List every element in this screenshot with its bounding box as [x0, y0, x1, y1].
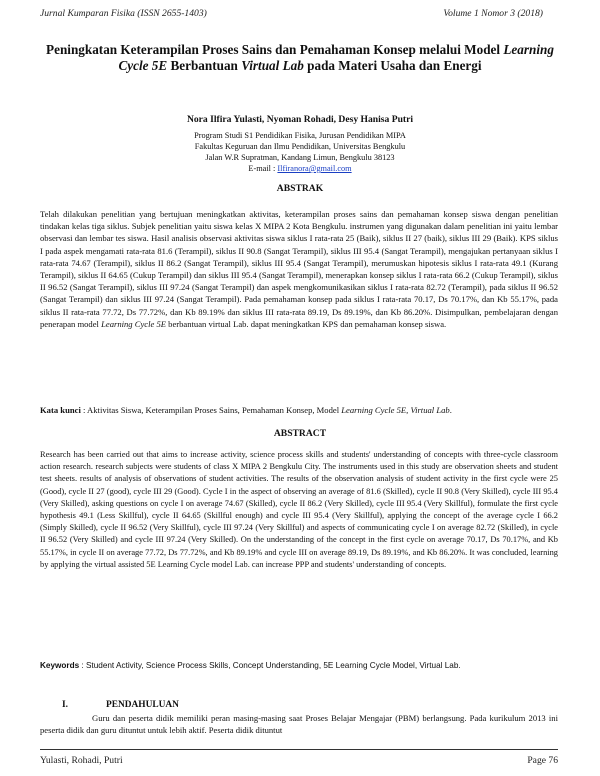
affiliation-line: Fakultas Keguruan dan Ilmu Pendidikan, Universitas Bengkulu	[194, 142, 406, 151]
abstrak-text: Telah dilakukan penelitian yang bertujuan meningkatkan aktivitas, keterampilan proses sains dan pemahaman konsep siswa dengan penelitian tindakan kelas tiga siklus. Subjek penelitian yaitu siswa kelas X MIPA 2 Kota Bengkulu. instrumen yang digunakan dalam penelitian ini yaitu lembar observasi dan lembar tes siswa. Hasil analisis observasi aktivitas siswa siklus I rata-rata 25 (Baik), siklus II 27 (baik), siklus III 29 (Baik). KPS siklus I pada aspek mengamati rata-rata 81.6 (Terampil), siklus II 90.8 (Sangat Terampil), siklus III 95.4 (Sangat Terampil), mengajukan pertanyaan siklus I rata-rata 74.67 (Terampil), siklus II 86.2 (Sangat Terampil), siklus III 95.4 (Sangat Terampil), merumuskan hipotesis siklus I rata-rata 49.1 (Kurang Terampil), siklus II 64.65 (Cukup Terampil) dan siklus III 95.4 (Sangat Terampil), menerapkan konsep siklus I rata-rata 66.2 (Cukup Terampil), siklus II 96.52 (Sangat Terampil), siklus III 97.24 (Sangat Terampil) dan aspek mengkomunikasikan siklus I rata-rata 82.72 (Terampil), pada siklus II 96.52 (Sangat Terampil) dan siklus III 97.24 (Sangat Terampil). Pada pemahaman konsep pada siklus I rata-rata 70.17, Ds 70.17%, dan Kb 55.17%, pada siklus II rata-rata 77.72, Ds 77.72%, dan Kb 89.19% dan siklus III rata-rata 89.19, Ds 89.19%, dan Kb 86.20%. Disimpulkan, pembelajaran dengan penerapan model Learning Cycle 5E berbantuan virtual Lab. dapat meningkatkan KPS dan pemahaman konsep siswa.	[40, 209, 558, 329]
paper-title: Peningkatan Keterampilan Proses Sains dan Pemahaman Konsep melalui Model Learning Cycle 5E Berbantuan Virtual Lab pada Materi Usaha dan Energi	[46, 42, 554, 73]
affiliation-line: Program Studi S1 Pendidikan Fisika, Jurusan Pendidikan MIPA	[194, 131, 406, 140]
kata-kunci: Kata kunci : Aktivitas Siswa, Keterampilan Proses Sains, Pemahaman Konsep, Model Learning Cycle 5E, Virtual Lab.	[40, 405, 452, 415]
abstrak-heading: ABSTRAK	[276, 183, 324, 194]
pendahuluan-text: Guru dan peserta didik memiliki peran masing-masing saat Proses Belajar Mengajar (PBM) berlangsung. Pada kurikulum 2013 ini peserta didik dan guru dituntut untuk lebih aktif. Peserta didik dituntut	[40, 713, 558, 736]
section-heading-pendahuluan: I. PENDAHULUAN	[62, 700, 179, 710]
footer-divider	[40, 749, 558, 750]
affiliation	[40, 130, 560, 174]
keywords: Keywords : Student Activity, Science Process Skills, Concept Understanding, 5E Learning Cycle Model, Virtual Lab.	[40, 661, 461, 670]
journal-header: Jurnal Kumparan Fisika (ISSN 2655-1403)	[40, 8, 207, 19]
page-number: Page 76	[527, 755, 558, 766]
email-link[interactable]: Ilfiranora@gmail.com	[277, 164, 352, 173]
authors: Nora Ilfira Yulasti, Nyoman Rohadi, Desy Hanisa Putri	[186, 114, 414, 125]
abstract-heading: ABSTRACT	[273, 428, 327, 439]
affiliation-line: Jalan W.R Supratman, Kandang Limun, Bengkulu 38123	[205, 153, 395, 162]
volume-header: Volume 1 Nomor 3 (2018)	[443, 8, 543, 19]
abstract-text: Research has been carried out that aims to increase activity, science process skills and students' understanding of concepts with three-cycle classroom action research. research subjects were students of class X MIPA 2 Bengkulu City. The instruments used in this study are observation sheets and student test sheets. results of analysis of observations of student activities. The results of the observation analysis of student activity in the first cycle were 25 (Good), cycle II 27 (good), cycle III 29 (Good). Cycle I in the aspect of observing an average of 81.6 (Skilled), cycle II 90.8 (Very Skilled), cycle III 95.4 (Very Skilled), asking questions on cycle I on average 74.67 (Skilled), cycle II 86.2 (Very Skilled), cycle III 95.4 (Very Skillful), formulate the first cycle hypothesis 49.1 (Less Skillful), cycle II 64.65 (Skillful enough) and cycle III 95.4 (Very Skillful), applying the concept of the average cycle I 66.2 (Simply Skilled), cycle II 96.52 (Very Skillful), cycle III 97.24 (Very Skillful) and aspects of communicating cycle I on average 82.72 (Skilled), in cycle II 96.52 (Very Skilled) and cycle III 97.24 (Very Skilled). On the understanding of the concept in the first cycle on average 70.17, Ds 70.17%, and Kb 55.17%, in cycle II on average 77.72, Ds 77.72%, and Kb 89.19% and cycle III on average 89.19, Ds 89.19%, and Kb 86.20%. It was concluded, learning by applying the virtual assisted 5E Learning Cycle model Lab. can increase PPP and students' understanding of concepts.	[40, 450, 558, 569]
footer-authors: Yulasti, Rohadi, Putri	[40, 755, 123, 766]
email-line: E-mail : Ilfiranora@gmail.com	[248, 164, 352, 173]
